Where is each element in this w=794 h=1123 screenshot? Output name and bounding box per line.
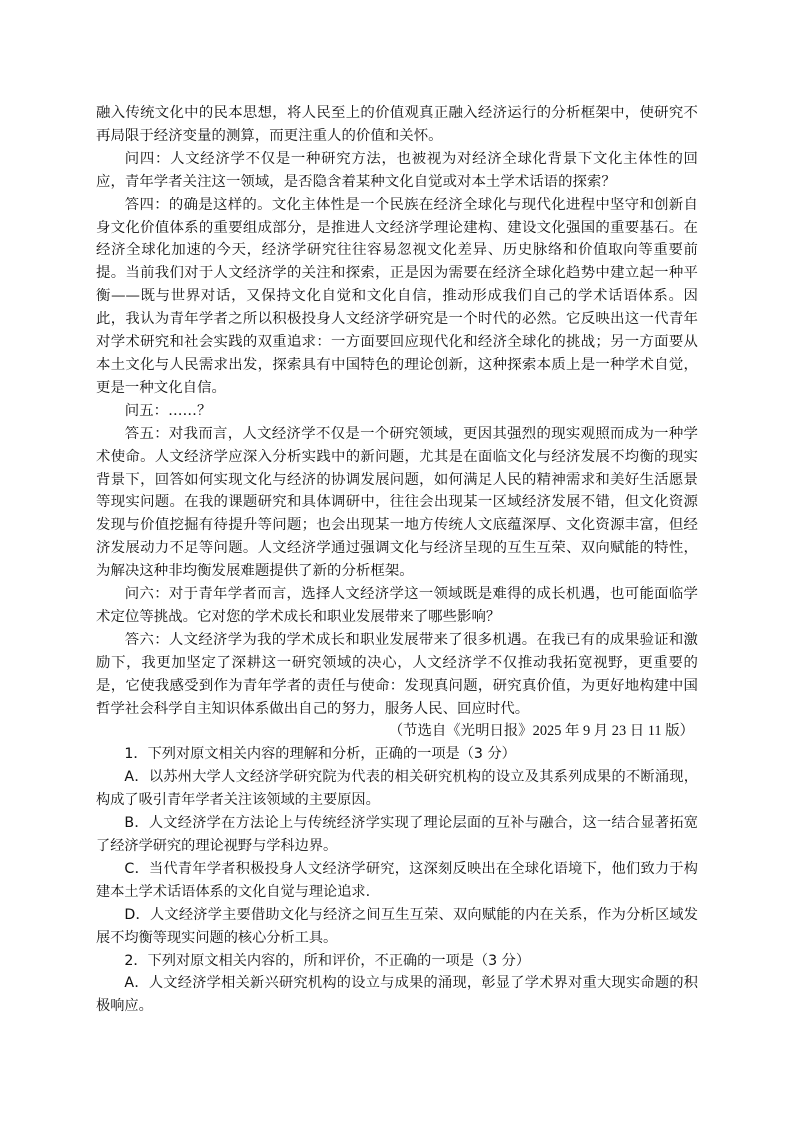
interview-answer-6: 答六：人文经济学为我的学术成长和职业发展带来了很多机遇。在我已有的成果验证和激励下，我更加坚定了深耕这一研究领域的决心，人文经济学不仅推动我拓宽视野，更重要的是，它使我感受到作为青年学者的责任与使命：发现真问题，研究真价值，为更好地构建中国哲学社会科学自主知识体系做出自己的努力，服务人民、回应时代。: [96, 631, 698, 717]
question-1-stem: 1．下列对原文相关内容的理解和分析，正确的一项是（3 分）: [124, 746, 516, 763]
question-1-option-c: C．当代青年学者积极投身人文经济学研究，这深刻反映出在全球化语境下，他们致力于构建本土学术话语体系的文化自觉与理论追求.: [96, 860, 698, 900]
question-1-option-a: A．以苏州大学人文经济学研究院为代表的相关研究机构的设立及其系列成果的不断涌现，构成了吸引青年学者关注该领域的主要原因。: [96, 769, 698, 809]
interview-question-5: 问五：……？: [124, 402, 212, 419]
question-1-option-d: D．人文经济学主要借助文化与经济之间互生互荣、双向赋能的内在关系，作为分析区域发展不均衡等现实问题的核心分析工具。: [96, 906, 698, 946]
question-1-option-b: B．人文经济学在方法论上与传统经济学实现了理论层面的互补与融合，这一结合显著拓宽了经济学研究的理论视野与学科边界。: [96, 815, 698, 854]
interview-answer-4: 答四：的确是这样的。文化主体性是一个民族在经济全球化与现代化进程中坚守和创新自身文化价值体系的重要组成部分，是推进人文经济学理论建构、建设文化强国的重要基石。在经济全球化加速的今天，经济学研究往往容易忽视文化差异、历史脉络和价值取向等重要前提。当前我们对于人文经济学的关注和探索，正是因为需要在经济全球化趋势中建立起一种平衡——既与世界对话，又保持文化自觉和文化自信，推动形成我们自己的学术话语体系。因此，我认为青年学者之所以积极投身人文经济学研究是一个时代的必然。它反映出这一代青年对学术研究和社会实践的双重追求：一方面要回应现代化和经济全球化的挑战；另一方面要从本土文化与人民需求出发，探索具有中国特色的理论创新，这种探索本质上是一种学术自觉，更是一种文化自信。: [96, 196, 698, 396]
document-page: [96, 102, 698, 1018]
interview-question-4: 问四：人文经济学不仅是一种研究方法，也被视为对经济全球化背景下文化主体性的回应，青年学者关注这一领域，是否隐含着某种文化自觉或对本土学术话语的探索？: [96, 150, 698, 190]
question-2-stem: 2．下列对原文相关内容的，所和评价，不正确的一项是（3 分）: [124, 952, 531, 969]
passage-paragraph: 融入传统文化中的民本思想，将人民至上的价值观真正融入经济运行的分析框架中，使研究不再局限于经济变量的测算，而更注重人的价值和关怀。: [96, 105, 698, 144]
interview-question-6: 问六：对于青年学者而言，选择人文经济学这一领域既是难得的成长机遇，也可能面临学术定位等挑战。它对您的学术成长和职业发展带来了哪些影响？: [96, 586, 698, 625]
interview-answer-5: 答五：对我而言，人文经济学不仅是一个研究领域，更因其强烈的现实观照而成为一种学术使命。人文经济学应深入分析实践中的新问题，尤其是在面临文化与经济发展不均衡的现实背景下，回答如何实现文化与经济的协调发展问题，如何满足人民的精神需求和美好生活愿景等现实问题。在我的课题研究和具体调研中，往往会出现某一区域经济发展不错，但文化资源发现与价值挖掘有待提升等问题；也会出现某一地方传统人文底蕴深厚、文化资源丰富，但经济发展动力不足等问题。人文经济学通过强调文化与经济呈现的互生互荣、双向赋能的特性，为解决这种非均衡发展难题提供了新的分析框架。: [96, 425, 698, 580]
question-2-option-a: A．人文经济学相关新兴研究机构的设立与成果的涌现，彰显了学术界对重大现实命题的积极响应。: [96, 975, 698, 1015]
source-note: （节选自《光明日报》2025 年 9 月 23 日 11 版）: [388, 723, 694, 740]
